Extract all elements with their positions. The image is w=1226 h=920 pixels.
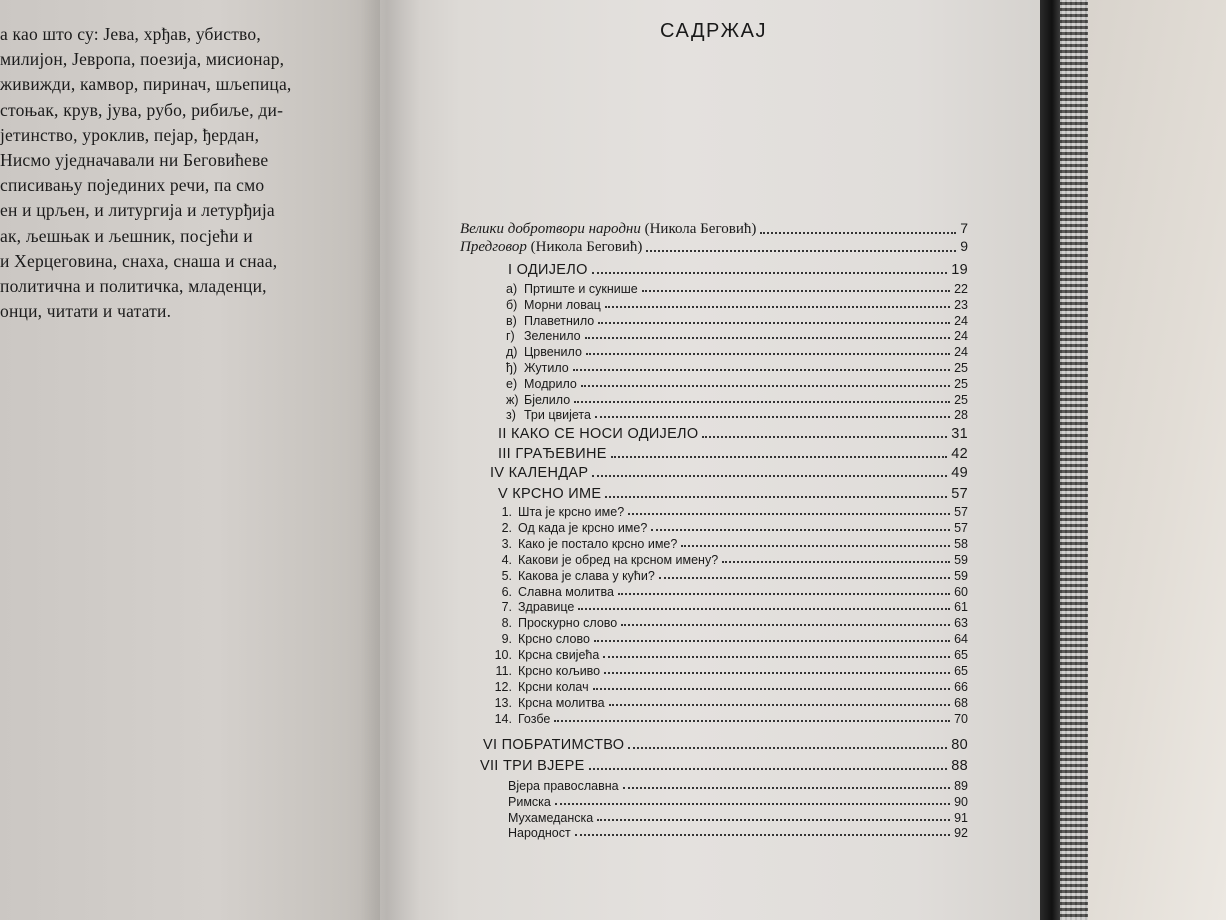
dot-leader <box>646 250 956 252</box>
chapter-title: II КАКО СЕ НОСИ ОДИЈЕЛО <box>498 426 699 442</box>
item-prefix: 12. <box>494 679 512 694</box>
toc-entry-label <box>506 329 581 343</box>
toc-entry <box>490 696 968 710</box>
toc-entry <box>506 329 968 343</box>
toc-entry <box>506 314 968 328</box>
item-title: Какова је слава у кући? <box>518 568 655 583</box>
toc-entry-label <box>506 377 577 391</box>
item-prefix: 10. <box>494 648 512 663</box>
item-prefix: ж) <box>506 392 519 407</box>
item-prefix: 9. <box>501 632 512 647</box>
item-prefix: а) <box>506 282 518 296</box>
toc-page-number: 63 <box>954 616 968 631</box>
item-prefix: 3. <box>501 536 512 551</box>
dot-leader <box>702 436 947 438</box>
toc-entry <box>506 298 968 312</box>
item-title: Шта је крсно име? <box>518 505 625 519</box>
left-page-text <box>0 22 380 324</box>
toc-entry <box>506 282 968 296</box>
toc-entry-label <box>490 553 718 567</box>
dot-leader <box>642 290 950 292</box>
item-title: Вјера православна <box>508 779 619 793</box>
item-title: Црвенило <box>524 345 582 360</box>
toc-page-number: 24 <box>954 345 968 360</box>
toc-page-number: 57 <box>954 520 968 535</box>
toc-page-number: 92 <box>954 826 968 841</box>
toc-entry <box>490 664 968 678</box>
toc-page-number: 28 <box>954 408 968 423</box>
toc-entry-label <box>506 314 594 328</box>
toc-page-number: 89 <box>954 779 968 793</box>
toc-page-number: 65 <box>954 664 968 678</box>
toc-entry-author: (Никола Беговић) <box>640 221 757 237</box>
item-prefix: 6. <box>501 584 512 599</box>
toc-entry <box>506 345 968 359</box>
toc-entry-label <box>460 220 756 238</box>
dot-leader <box>592 475 947 477</box>
toc-entry-label <box>498 426 698 442</box>
toc-page-number: 49 <box>951 465 968 481</box>
item-title: Здравице <box>518 600 575 615</box>
toc-page-number: 19 <box>951 262 968 278</box>
dot-leader <box>605 496 947 498</box>
toc-entry-label <box>490 505 624 519</box>
toc-entry-label <box>506 298 601 312</box>
item-prefix: 13. <box>494 695 512 710</box>
toc-entry-label <box>506 393 570 407</box>
toc-page-number: 90 <box>954 794 968 809</box>
item-prefix: 4. <box>501 552 512 567</box>
toc-entry-label <box>490 680 589 694</box>
item-prefix: е) <box>506 376 518 391</box>
item-title: Крсна свијећа <box>518 648 600 663</box>
toc-entry-label <box>490 569 655 583</box>
item-title: Крсно кољиво <box>518 664 601 678</box>
item-title: Римска <box>508 794 551 809</box>
toc-entry <box>506 361 968 375</box>
toc-entry-label <box>508 779 619 793</box>
chapter-title: VII ТРИ ВЈЕРЕ <box>480 758 585 774</box>
dot-leader <box>618 593 950 595</box>
left-page-line: онци, читати и чатати. <box>0 301 172 322</box>
toc-entry-label <box>480 758 585 774</box>
item-prefix: 8. <box>501 616 512 631</box>
item-title: Модрило <box>524 376 577 391</box>
toc-entry-label <box>508 262 588 278</box>
item-title: Морни ловац <box>524 297 601 312</box>
toc-entry <box>490 521 968 535</box>
toc-page-number: 58 <box>954 536 968 551</box>
toc-page-number: 57 <box>951 486 968 502</box>
toc-entry-label <box>490 632 590 646</box>
toc-page-number: 25 <box>954 392 968 407</box>
left-page-line: и Херцеговина, снаха, снаша и снаа, <box>0 250 278 271</box>
toc-entry <box>498 446 968 462</box>
item-title: Крсна молитва <box>518 695 605 710</box>
item-title: Славна молитва <box>518 584 614 599</box>
item-title: Гозбе <box>518 711 551 726</box>
toc-page-number: 66 <box>954 679 968 694</box>
dot-leader <box>585 337 950 339</box>
toc-page-number: 22 <box>954 282 968 296</box>
dot-leader <box>555 803 950 805</box>
item-title: Проскурно слово <box>518 616 618 631</box>
item-title: Какови је обред на крсном имену? <box>518 552 719 567</box>
toc-entry-label <box>490 600 574 614</box>
item-prefix: 14. <box>494 711 512 726</box>
dot-leader <box>628 513 950 515</box>
toc-entry <box>508 826 968 840</box>
table-of-contents <box>380 0 1048 920</box>
toc-page-number: 70 <box>954 711 968 726</box>
dot-leader <box>574 401 950 403</box>
dot-leader <box>573 369 950 371</box>
item-prefix: 2. <box>501 520 512 535</box>
item-prefix: г) <box>506 329 515 344</box>
toc-entry-label <box>490 616 617 630</box>
toc-entry-title: Велики добротвори народни <box>460 221 641 237</box>
toc-entry-label <box>490 696 605 710</box>
toc-entry-label <box>506 345 582 359</box>
toc-entry <box>483 737 968 753</box>
toc-entry <box>490 537 968 551</box>
dot-leader <box>594 640 950 642</box>
dot-leader <box>621 624 950 626</box>
toc-title: САДРЖАЈ <box>660 20 767 42</box>
item-prefix: 5. <box>501 568 512 583</box>
item-title: Од када је крсно име? <box>518 520 648 535</box>
dot-leader <box>586 353 950 355</box>
toc-page-number: 68 <box>954 695 968 710</box>
left-page-line: стоњак, крув, јува, рубо, рибиље, ди- <box>0 99 284 120</box>
toc-entry <box>498 426 968 442</box>
left-page-line: Нисмо уједначавали ни Беговићеве <box>0 150 269 171</box>
dot-leader <box>628 747 947 749</box>
item-title: Крсни колач <box>518 679 589 694</box>
toc-page-number: 31 <box>951 426 968 442</box>
toc-entry-author: (Никола Беговић) <box>526 239 643 255</box>
toc-entry <box>508 795 968 809</box>
toc-entry-label <box>490 585 614 599</box>
toc-entry-label <box>490 664 600 678</box>
chapter-title: III ГРАЂЕВИНЕ <box>498 446 607 462</box>
toc-entry <box>498 486 968 502</box>
toc-entry <box>506 408 968 422</box>
toc-entry <box>490 569 968 583</box>
toc-entry-label <box>460 238 642 256</box>
item-title: Крсно слово <box>518 632 590 647</box>
left-page-line: списивању појединих речи, па смо <box>0 175 265 196</box>
dot-leader <box>589 768 948 770</box>
toc-entry-label <box>508 811 593 825</box>
toc-entry-label <box>508 795 551 809</box>
left-page <box>0 0 392 920</box>
toc-entry <box>506 393 968 407</box>
item-prefix: в) <box>506 313 517 328</box>
dot-leader <box>611 456 948 458</box>
toc-page-number: 9 <box>960 238 968 254</box>
dot-leader <box>609 704 951 706</box>
toc-entry <box>490 680 968 694</box>
toc-entry <box>490 553 968 567</box>
item-title: Народност <box>508 826 571 841</box>
toc-entry <box>508 262 968 278</box>
left-page-line: ак, љешњак и љешник, посјећи и <box>0 225 253 246</box>
left-page-line: ен и црљен, и литургија и летурђија <box>0 200 275 221</box>
toc-page-number: 88 <box>951 758 968 774</box>
chapter-title: VI ПОБРАТИМСТВО <box>483 737 625 753</box>
toc-entry-label <box>490 465 588 481</box>
toc-entry-title: Предговор <box>460 239 527 255</box>
toc-entry-label <box>490 521 647 535</box>
dot-leader <box>623 787 951 789</box>
left-page-line: јетинство, уроклив, пејар, ђердан, <box>0 124 260 145</box>
toc-page-number: 64 <box>954 632 968 647</box>
toc-page-number: 24 <box>954 329 968 344</box>
toc-page-number: 80 <box>951 737 968 753</box>
item-title: Зеленило <box>524 329 581 344</box>
dot-leader <box>760 232 956 234</box>
toc-page-number: 25 <box>954 361 968 375</box>
toc-entry <box>506 377 968 391</box>
toc-entry <box>508 779 968 793</box>
toc-entry-label <box>506 408 591 422</box>
toc-page-number: 25 <box>954 376 968 391</box>
toc-entry <box>490 616 968 630</box>
item-title: Пртиште и сукнише <box>524 282 638 296</box>
item-prefix: 1. <box>501 505 512 519</box>
toc-page-number: 60 <box>954 584 968 599</box>
item-prefix: з) <box>506 408 516 423</box>
toc-page-number: 65 <box>954 648 968 663</box>
book-spine-weave <box>1060 0 1088 920</box>
toc-entry-label <box>490 537 677 551</box>
item-title: Жутило <box>524 361 569 375</box>
item-title: Како је постало крсно име? <box>518 536 678 551</box>
dot-leader <box>595 416 950 418</box>
dot-leader <box>581 385 950 387</box>
left-page-line: милијон, Јевропа, поезија, мисионар, <box>0 49 285 70</box>
toc-page-number: 24 <box>954 313 968 328</box>
dot-leader <box>659 577 950 579</box>
toc-page-number: 59 <box>954 552 968 567</box>
dot-leader <box>605 306 950 308</box>
dot-leader <box>593 688 950 690</box>
toc-entry-label <box>506 361 569 375</box>
toc-entry <box>490 505 968 519</box>
item-title: Бјелило <box>524 392 571 407</box>
item-prefix: ђ) <box>506 361 518 375</box>
toc-entry <box>480 758 968 774</box>
toc-page-number: 61 <box>954 600 968 615</box>
item-title: Плаветнило <box>524 313 595 328</box>
toc-page-number: 42 <box>951 446 968 462</box>
toc-entry-label <box>483 737 624 753</box>
toc-entry <box>490 648 968 662</box>
toc-entry-label <box>508 826 571 840</box>
chapter-title: I ОДИЈЕЛО <box>508 262 588 278</box>
dot-leader <box>592 272 948 274</box>
dot-leader <box>604 672 950 674</box>
dot-leader <box>598 322 950 324</box>
toc-page-number: 59 <box>954 568 968 583</box>
toc-page-number: 91 <box>954 810 968 825</box>
toc-entry <box>460 238 968 256</box>
item-prefix: 11. <box>495 664 512 678</box>
toc-page-number: 57 <box>954 505 968 519</box>
toc-entry <box>490 632 968 646</box>
dot-leader <box>597 819 950 821</box>
toc-entry <box>490 585 968 599</box>
toc-entry <box>490 465 968 481</box>
toc-entry-label <box>498 446 607 462</box>
toc-entry <box>490 712 968 726</box>
item-prefix: 7. <box>501 600 512 615</box>
toc-page-number: 7 <box>960 220 968 236</box>
item-title: Мухамеданска <box>508 810 594 825</box>
toc-entry-label <box>490 648 599 662</box>
toc-entry-label <box>498 486 601 502</box>
toc-entry-label <box>490 712 550 726</box>
dot-leader <box>722 561 950 563</box>
dot-leader <box>651 529 950 531</box>
item-prefix: д) <box>506 345 518 360</box>
toc-entry-label <box>506 282 638 296</box>
chapter-title: IV КАЛЕНДАР <box>490 465 589 481</box>
toc-entry <box>490 600 968 614</box>
dot-leader <box>603 656 950 658</box>
toc-entry <box>460 220 968 238</box>
left-page-line: политична и политичка, младенци, <box>0 276 267 297</box>
item-title: Три цвијета <box>524 408 591 423</box>
left-page-line: живижди, камвор, пиринач, шљепица, <box>0 74 292 95</box>
dot-leader <box>554 720 950 722</box>
toc-entry <box>508 811 968 825</box>
dot-leader <box>681 545 950 547</box>
toc-page-number: 23 <box>954 297 968 312</box>
item-prefix: б) <box>506 297 518 312</box>
dot-leader <box>578 608 950 610</box>
chapter-title: V КРСНО ИМЕ <box>498 486 602 502</box>
left-page-line: а као што су: Јева, хрђав, убиство, <box>0 24 261 44</box>
dot-leader <box>575 834 950 836</box>
